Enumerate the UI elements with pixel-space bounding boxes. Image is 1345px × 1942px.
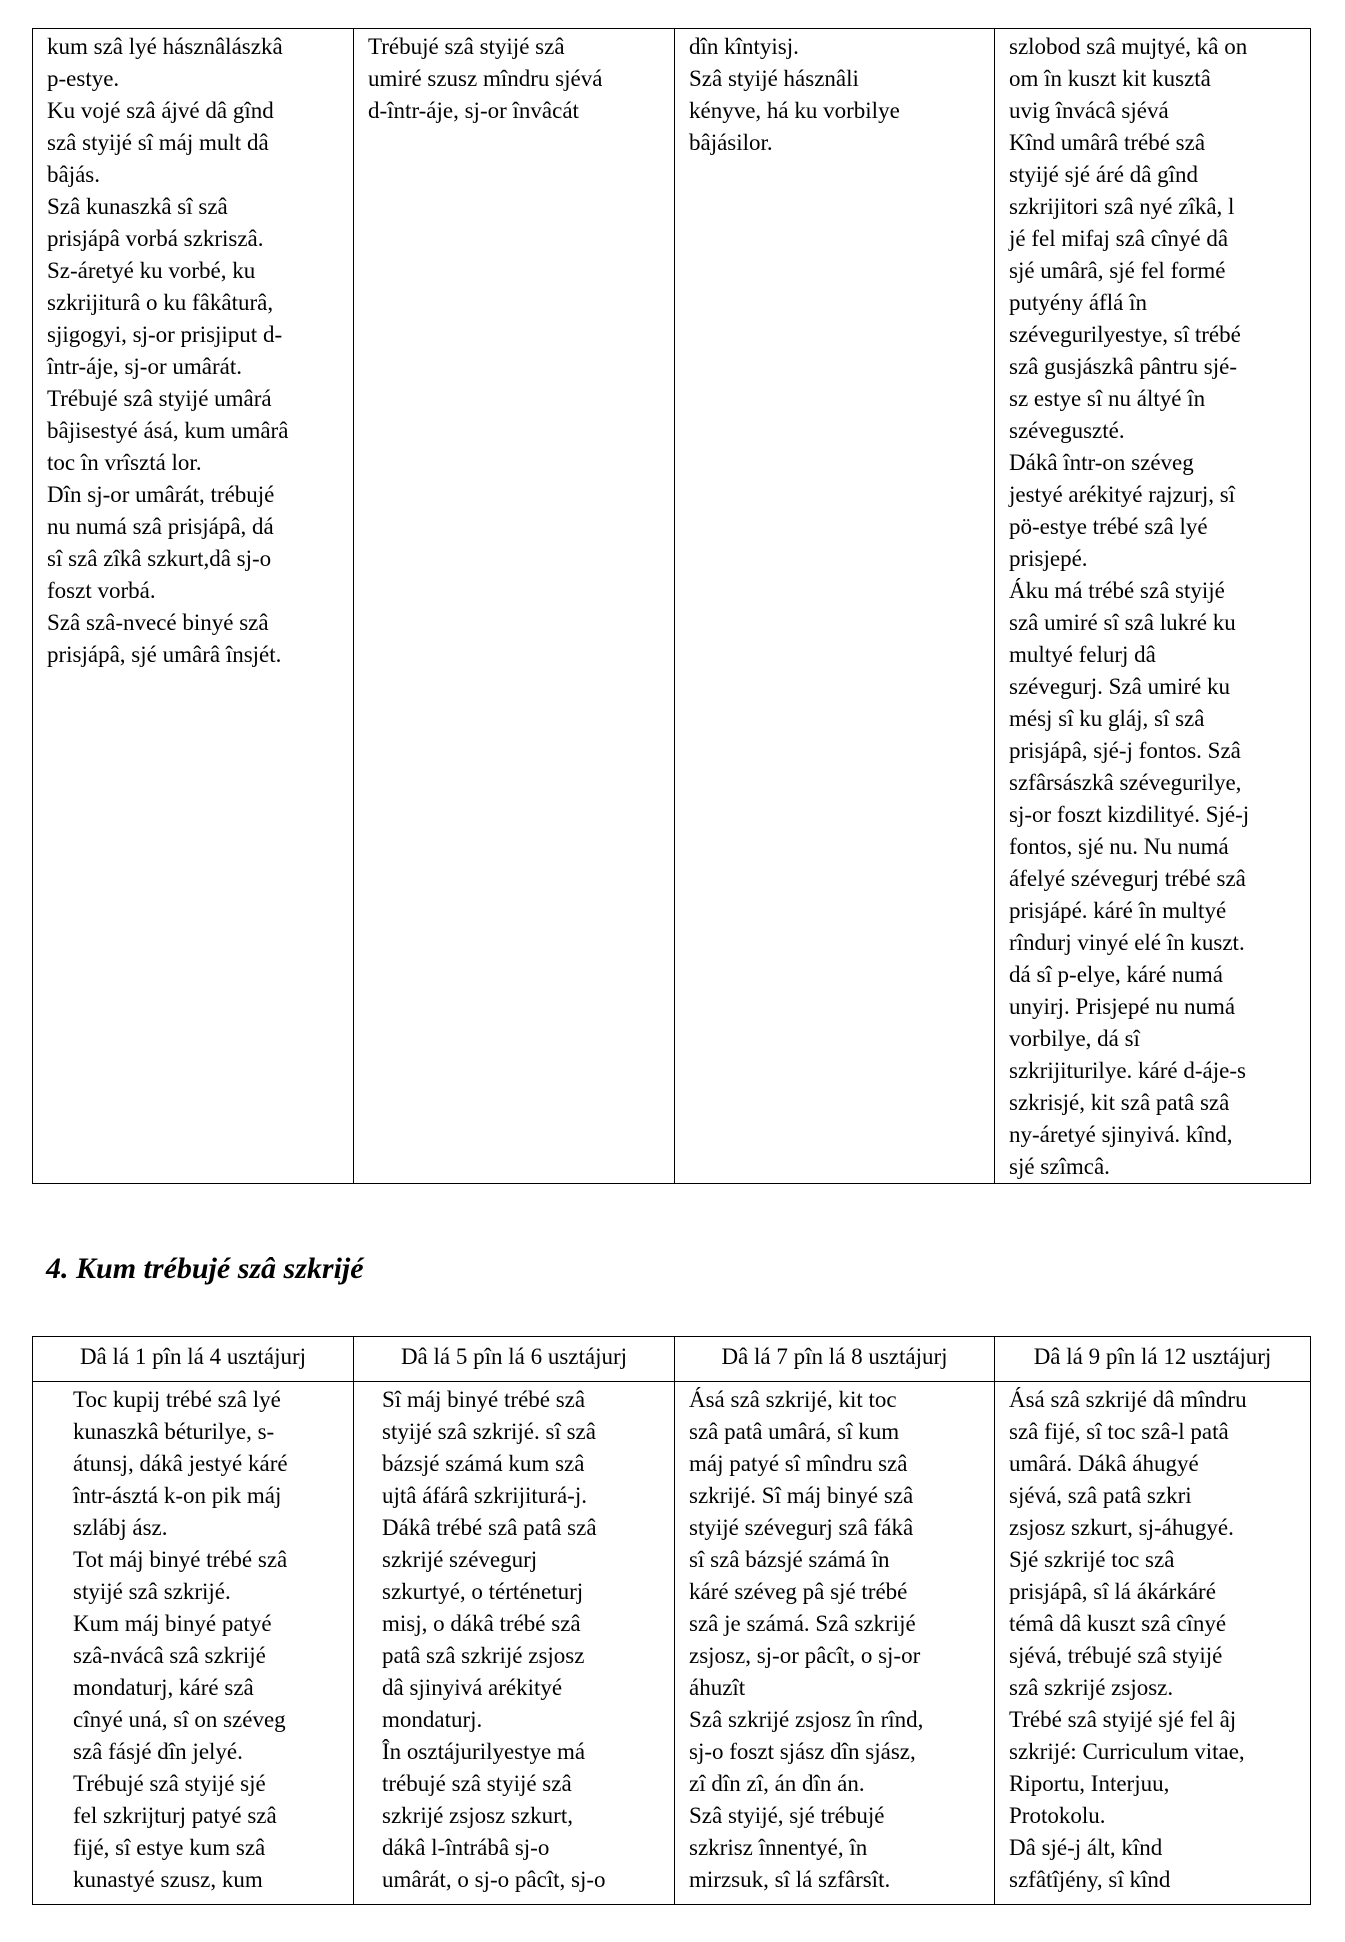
text-line: p-estye.	[47, 66, 120, 91]
text-line: cînyé uná, sî on széveg	[73, 1707, 286, 1732]
text-line: vorbilye, dá sî	[1009, 1026, 1140, 1051]
text-line: szkrisjé, kit szâ patâ szâ	[1009, 1090, 1230, 1115]
text-line: bâjás.	[47, 162, 101, 187]
header-cell-1-4: Dâ lá 1 pîn lá 4 usztájurj	[33, 1337, 354, 1382]
text-line: sz estye sî nu áltyé în	[1009, 386, 1206, 411]
text-line: styijé szévegurj szâ fákâ	[689, 1515, 914, 1540]
text-line: bázsjé számá kum szâ	[382, 1451, 585, 1476]
text-line: putyény áflá în	[1009, 290, 1147, 315]
text-line: szkrijitori szâ nyé zîkâ, l	[1009, 194, 1235, 219]
text-line: d-într-áje, sj-or învâcát	[368, 98, 579, 123]
text-line: Szâ szkrijé zsjosz în rînd,	[689, 1707, 924, 1732]
text-line: szâ fásjé dîn jelyé.	[73, 1739, 243, 1764]
text-line: styijé szâ szkrijé. sî szâ	[382, 1419, 596, 1444]
writing-cell-col4	[995, 1382, 1311, 1905]
text-line: prisjápé. káré în multyé	[1009, 898, 1227, 923]
text-line: dîn kîntyisj.	[689, 34, 799, 59]
text-line: szévegurilyestye, sî trébé	[1009, 322, 1241, 347]
text-line: szâ gusjászkâ pântru sjé-	[1009, 354, 1238, 379]
upper-cell-col4	[995, 29, 1311, 1184]
header-cell-9-12: Dâ lá 9 pîn lá 12 usztájurj	[995, 1337, 1311, 1382]
text-line: szâ styijé sî máj mult dâ	[47, 130, 269, 155]
writing-cell-col1	[33, 1382, 354, 1905]
text-line: toc în vrîsztá lor.	[47, 450, 202, 475]
table-row	[33, 29, 1311, 1184]
text-line: szâ je számá. Szâ szkrijé	[689, 1611, 916, 1636]
text-line: Kînd umârâ trébé szâ	[1009, 130, 1206, 155]
text-line: káré széveg pâ sjé trébé	[689, 1579, 908, 1604]
text-line: témâ dâ kuszt szâ cînyé	[1009, 1611, 1227, 1636]
text-line: szfârsászkâ szévegurilye,	[1009, 770, 1242, 795]
text-line: Áku má trébé szâ styijé	[1009, 578, 1225, 603]
text-line: zî dîn zî, án dîn án.	[689, 1771, 865, 1796]
text-line: szâ umiré sî szâ lukré ku	[1009, 610, 1236, 635]
upper-table	[32, 28, 1311, 1184]
text-line: kunaszkâ béturilye, s-	[73, 1419, 275, 1444]
text-line: szkrijiturilye. káré d-áje-s	[1009, 1058, 1246, 1083]
text-line: uvig învácâ sjévá	[1009, 98, 1169, 123]
header-cell-7-8: Dâ lá 7 pîn lá 8 usztájurj	[675, 1337, 995, 1382]
text-line: ny-áretyé sjinyivá. kînd,	[1009, 1122, 1233, 1147]
text-line: sjé szîmcâ.	[1009, 1154, 1110, 1179]
text-line: În osztájurilyestye má	[382, 1739, 586, 1764]
text-line: szévegurj. Szâ umiré ku	[1009, 674, 1230, 699]
text-line: într-áje, sj-or umârát.	[47, 354, 242, 379]
writing-cell-col2	[354, 1382, 675, 1905]
text-line: prisjápâ vorbá szkriszâ.	[47, 226, 264, 251]
text-line: Sz-áretyé ku vorbé, ku	[47, 258, 256, 283]
text-line: styijé sjé áré dâ gînd	[1009, 162, 1199, 187]
text-line: prisjápâ, sî lá ákárkáré	[1009, 1579, 1216, 1604]
text-line: szfâtîjény, sî kînd	[1009, 1867, 1171, 1892]
text-line: szkurtyé, o térténeturj	[382, 1579, 584, 1604]
text-line: Trébujé szâ styijé szâ	[368, 34, 565, 59]
text-line: mirzsuk, sî lá szfârsît.	[689, 1867, 891, 1892]
text-line: sjévá, szâ patâ szkri	[1009, 1483, 1192, 1508]
text-line: Ku vojé szâ ájvé dâ gînd	[47, 98, 274, 123]
text-line: Tot máj binyé trébé szâ	[73, 1547, 288, 1572]
text-line: misj, o dákâ trébé szâ	[382, 1611, 581, 1636]
text-line: Ásá szâ szkrijé dâ mîndru	[1009, 1387, 1247, 1412]
upper-cell-col2	[354, 29, 675, 1184]
text-line: Szâ styijé, sjé trébujé	[689, 1803, 885, 1828]
text-line: multyé felurj dâ	[1009, 642, 1156, 667]
text-line: fijé, sî estye kum szâ	[73, 1835, 266, 1860]
text-line: Trébé szâ styijé sjé fel âj	[1009, 1707, 1237, 1732]
writing-table	[32, 1336, 1311, 1905]
text-line: trébujé szâ styijé szâ	[382, 1771, 572, 1796]
upper-cell-col3	[675, 29, 995, 1184]
text-line: sj-o foszt sjász dîn sjász,	[689, 1739, 916, 1764]
text-line: sî szâ bázsjé számá în	[689, 1547, 890, 1572]
text-line: szâ szkrijé zsjosz.	[1009, 1675, 1174, 1700]
text-line: szlábj ász.	[73, 1515, 168, 1540]
text-line: Ásá szâ szkrijé, kit toc	[689, 1387, 897, 1412]
text-line: kényve, há ku vorbilye	[689, 98, 900, 123]
text-line: sjé umârâ, sjé fel formé	[1009, 258, 1226, 283]
text-line: zsjosz szkurt, sj-áhugyé.	[1009, 1515, 1234, 1540]
text-line: Dákâ trébé szâ patâ szâ	[382, 1515, 597, 1540]
text-line: sî szâ zîkâ szkurt,dâ sj-o	[47, 546, 272, 571]
text-line: áhuzît	[689, 1675, 746, 1700]
text-line: unyirj. Prisjepé nu numá	[1009, 994, 1236, 1019]
text-line: jé fel mifaj szâ cînyé dâ	[1009, 226, 1229, 251]
text-line: máj patyé sî mîndru szâ	[689, 1451, 908, 1476]
text-line: széveguszté.	[1009, 418, 1125, 443]
text-line: Trébujé szâ styijé umârá	[47, 386, 272, 411]
section-heading: 4. Kum trébujé szâ szkrijé	[46, 1252, 364, 1285]
text-line: Dâ sjé-j ált, kînd	[1009, 1835, 1163, 1860]
text-line: szlobod szâ mujtyé, kâ on	[1009, 34, 1248, 59]
text-line: mondaturj.	[382, 1707, 483, 1732]
text-line: átunsj, dákâ jestyé káré	[73, 1451, 288, 1476]
text-line: într-ásztá k-on pik máj	[73, 1483, 282, 1508]
text-line: Sjé szkrijé toc szâ	[1009, 1547, 1175, 1572]
text-line: szkrisz înnentyé, în	[689, 1835, 868, 1860]
text-line: Toc kupij trébé szâ lyé	[73, 1387, 281, 1412]
text-line: om în kuszt kit kusztâ	[1009, 66, 1211, 91]
text-line: sj-or foszt kizdilityé. Sjé-j	[1009, 802, 1250, 827]
text-line: umârá. Dákâ áhugyé	[1009, 1451, 1199, 1476]
text-line: mésj sî ku gláj, sî szâ	[1009, 706, 1205, 731]
text-line: patâ szâ szkrijé zsjosz	[382, 1643, 585, 1668]
text-line: jestyé arékityé rajzurj, sî	[1009, 482, 1236, 507]
text-line: styijé szâ szkrijé.	[73, 1579, 231, 1604]
text-line: bâjisestyé ásá, kum umârâ	[47, 418, 289, 443]
text-line: umârát, o sj-o pâcît, sj-o	[382, 1867, 606, 1892]
text-line: zsjosz, sj-or pâcît, o sj-or	[689, 1643, 921, 1668]
text-line: mondaturj, káré szâ	[73, 1675, 254, 1700]
text-line: Protokolu.	[1009, 1803, 1106, 1828]
text-line: Szâ szâ-nvecé binyé szâ	[47, 610, 269, 635]
text-line: prisjepé.	[1009, 546, 1088, 571]
text-line: kum szâ lyé hásznâlászkâ	[47, 34, 283, 59]
text-line: kunastyé szusz, kum	[73, 1867, 263, 1892]
text-line: Dîn sj-or umârát, trébujé	[47, 482, 275, 507]
text-line: szkrijé szévegurj	[382, 1547, 538, 1572]
text-line: Kum máj binyé patyé	[73, 1611, 272, 1636]
upper-cell-col1	[33, 29, 354, 1184]
text-line: Riportu, Interjuu,	[1009, 1771, 1170, 1796]
text-line: szâ-nvácâ szâ szkrijé	[73, 1643, 266, 1668]
text-line: szkrijé zsjosz szkurt,	[382, 1803, 573, 1828]
text-line: fel szkrijturj patyé szâ	[73, 1803, 277, 1828]
text-line: szâ fijé, sî toc szâ-l patâ	[1009, 1419, 1229, 1444]
writing-cell-col3	[675, 1382, 995, 1905]
text-line: fontos, sjé nu. Nu numá	[1009, 834, 1229, 859]
table-row	[33, 1382, 1311, 1905]
text-line: Szâ kunaszkâ sî szâ	[47, 194, 228, 219]
text-line: prisjápâ, sjé-j fontos. Szâ	[1009, 738, 1241, 763]
text-line: Szâ styijé hásznâli	[689, 66, 859, 91]
text-line: dá sî p-elye, káré numá	[1009, 962, 1223, 987]
header-cell-5-6: Dâ lá 5 pîn lá 6 usztájurj	[354, 1337, 675, 1382]
text-line: bâjásilor.	[689, 130, 773, 155]
text-line: Sî máj binyé trébé szâ	[382, 1387, 586, 1412]
text-line: foszt vorbá.	[47, 578, 156, 603]
text-line: szkrijiturâ o ku fâkâturâ,	[47, 290, 274, 315]
text-line: Dákâ într-on széveg	[1009, 450, 1194, 475]
text-line: dákâ l-întrábâ sj-o	[382, 1835, 550, 1860]
text-line: áfelyé szévegurj trébé szâ	[1009, 866, 1246, 891]
header-row	[33, 1337, 1311, 1382]
text-line: rîndurj vinyé elé în kuszt.	[1009, 930, 1245, 955]
text-line: dâ sjinyivá arékityé	[382, 1675, 563, 1700]
text-line: pö-estye trébé szâ lyé	[1009, 514, 1208, 539]
text-line: szkrijé: Curriculum vitae,	[1009, 1739, 1245, 1764]
text-line: szkrijé. Sî máj binyé szâ	[689, 1483, 914, 1508]
text-line: sjévá, trébujé szâ styijé	[1009, 1643, 1223, 1668]
text-line: prisjápâ, sjé umârâ însjét.	[47, 642, 282, 667]
text-line: Trébujé szâ styijé sjé	[73, 1771, 266, 1796]
text-line: szâ patâ umârá, sî kum	[689, 1419, 900, 1444]
text-line: umiré szusz mîndru sjévá	[368, 66, 603, 91]
text-line: nu numá szâ prisjápâ, dá	[47, 514, 274, 539]
text-line: ujtâ áfárâ szkrijiturá-j.	[382, 1483, 587, 1508]
text-line: sjigogyi, sj-or prisjiput d-	[47, 322, 283, 347]
